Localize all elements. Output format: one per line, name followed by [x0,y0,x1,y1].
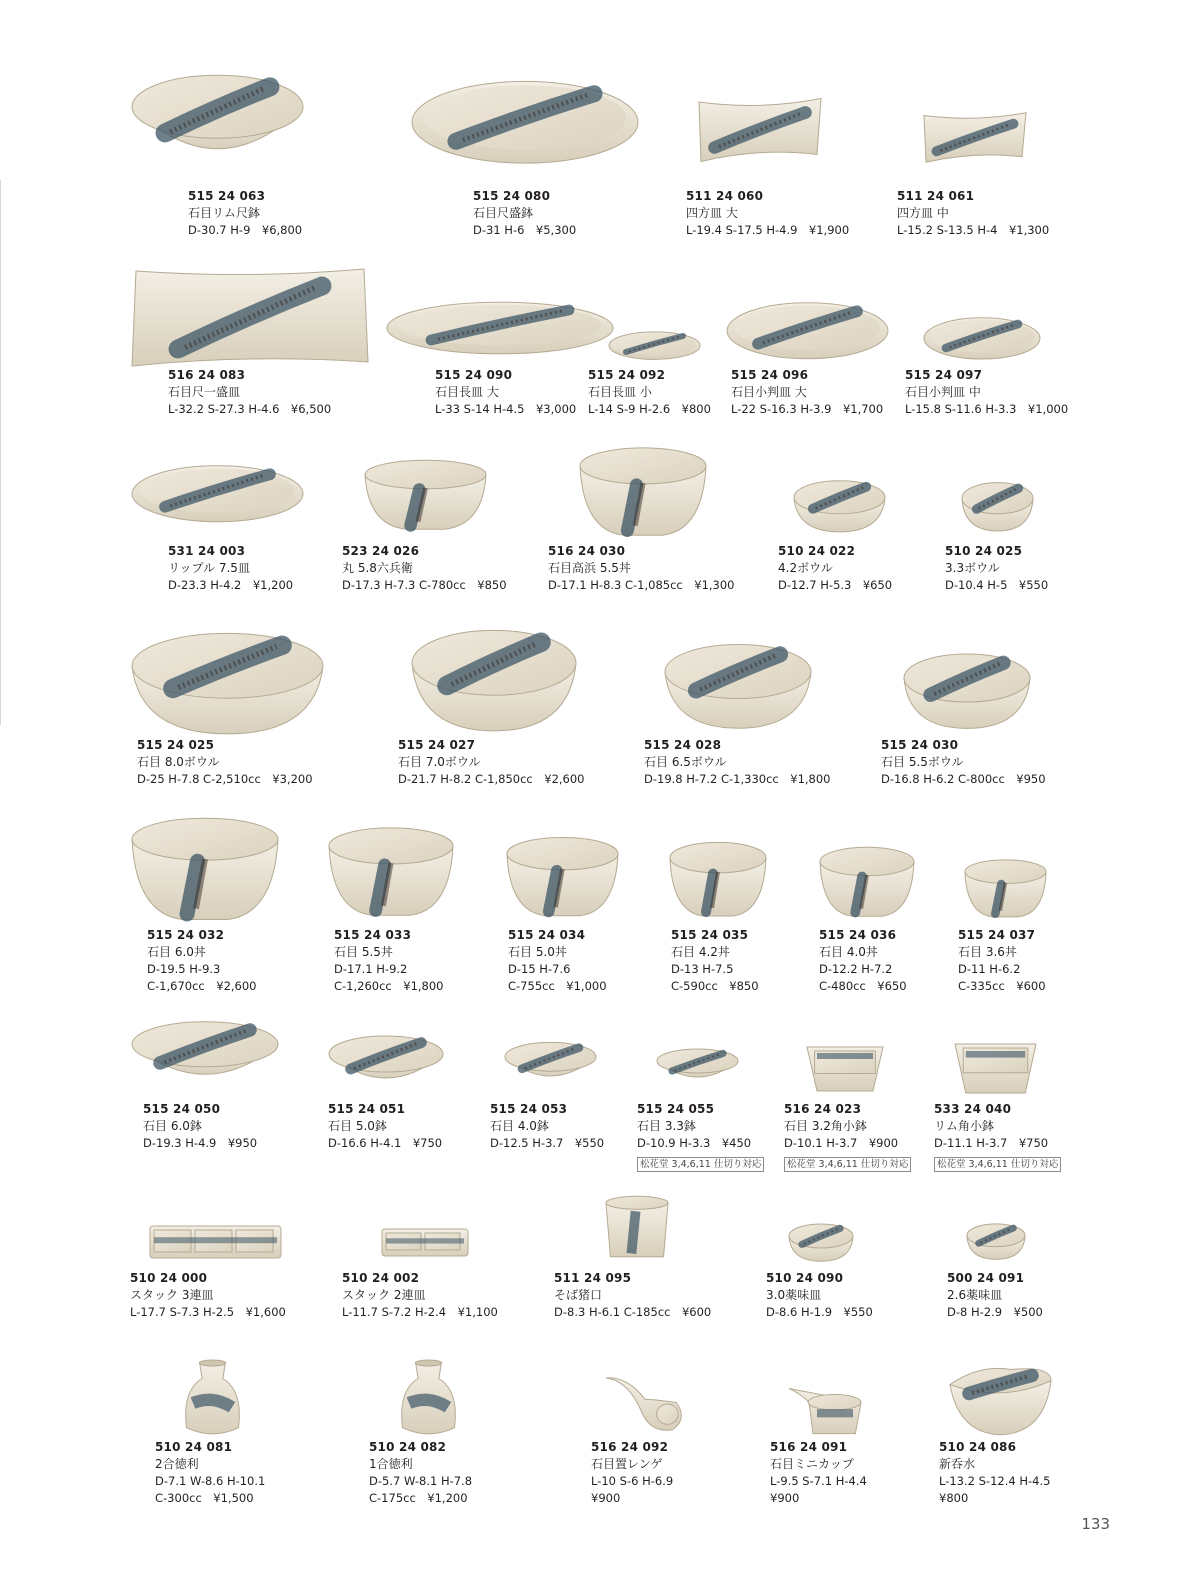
product-code: 515 24 050 [143,1102,221,1116]
product-code: 516 24 091 [770,1440,848,1454]
product-image-515-24-027 [410,625,578,733]
product-code: 515 24 027 [398,738,476,752]
product-caption-510-24-086 [939,1439,1050,1507]
product-image-515-24-025 [130,628,325,736]
product-caption-510-24-025 [945,543,1048,594]
product-caption-515-24-080 [473,188,576,239]
product-image-516-24-092 [600,1372,690,1440]
product-code: 515 24 063 [188,189,266,203]
product-caption-515-24-032 [147,927,257,995]
product-code: 511 24 095 [554,1271,632,1285]
product-caption-515-24-050 [143,1101,257,1152]
product-code: 515 24 033 [334,928,412,942]
product-caption-516-24-083 [168,367,331,418]
product-image-516-24-083 [130,265,370,370]
product-code: 515 24 028 [644,738,722,752]
product-name: 石目尺盛鉢 [473,206,534,220]
product-spec: D-30.7 H-9 ¥6,800 [188,223,303,237]
product-name: 石目 6.0鉢 [143,1119,202,1133]
product-image-510-24-082 [396,1358,461,1440]
product-spec: L-22 S-16.3 H-3.9 ¥1,700 [731,402,884,416]
product-image-510-24-081 [180,1358,245,1440]
product-image-511-24-095 [602,1195,672,1260]
product-name: 石目 5.0丼 [508,945,567,959]
product-name: スタック 2連皿 [342,1288,426,1302]
product-spec-line2: C-300cc ¥1,500 [155,1491,254,1505]
product-spec: D-19.5 H-9.3 [147,962,221,976]
product-caption-510-24-000 [130,1270,286,1321]
product-spec-line2: C-1,260cc ¥1,800 [334,979,444,993]
product-name: 石目尺一盛皿 [168,385,241,399]
product-code: 510 24 090 [766,1271,844,1285]
product-spec-line2: C-175cc ¥1,200 [369,1491,468,1505]
product-spec: D-12.5 H-3.7 ¥550 [490,1136,605,1150]
product-caption-515-24-034 [508,927,607,995]
product-spec: D-8 H-2.9 ¥500 [947,1305,1043,1319]
product-image-515-24-090 [385,295,615,355]
product-name: 石目 3.2角小鉢 [784,1119,867,1133]
product-caption-510-24-002 [342,1270,498,1321]
product-name: 石目 5.5丼 [334,945,393,959]
product-image-515-24-097 [922,312,1042,360]
product-image-511-24-060 [695,95,825,165]
product-spec: D-5.7 W-8.1 H-7.8 [369,1474,473,1488]
product-spec: D-25 H-7.8 C-2,510cc ¥3,200 [137,772,313,786]
product-image-515-24-035 [668,840,768,920]
product-caption-515-24-027 [398,737,585,788]
product-image-510-24-025 [960,480,1035,532]
product-caption-511-24-061 [897,188,1049,239]
product-spec-line2: C-590cc ¥850 [671,979,759,993]
product-spec-line2: C-335cc ¥600 [958,979,1046,993]
product-caption-516-24-091 [770,1439,867,1507]
product-code: 515 24 036 [819,928,897,942]
product-spec: D-15 H-7.6 [508,962,571,976]
product-name: 2.6薬味皿 [947,1288,1003,1302]
product-spec: D-23.3 H-4.2 ¥1,200 [168,578,294,592]
product-name: 2合徳利 [155,1457,199,1471]
product-caption-510-24-022 [778,543,892,594]
product-image-515-24-055 [655,1047,740,1087]
product-code: 516 24 092 [591,1440,669,1454]
product-code: 515 24 090 [435,368,513,382]
product-caption-516-24-092 [591,1439,673,1507]
product-code: 511 24 060 [686,189,764,203]
product-spec: D-12.2 H-7.2 [819,962,893,976]
product-code: 510 24 025 [945,544,1023,558]
product-code: 533 24 040 [934,1102,1012,1116]
product-name: 石目 3.6丼 [958,945,1017,959]
product-image-515-24-037 [963,858,1048,920]
product-spec: D-17.1 H-9.2 [334,962,408,976]
product-code: 515 24 035 [671,928,749,942]
product-image-515-24-053 [503,1040,598,1088]
product-spec: D-16.6 H-4.1 ¥750 [328,1136,443,1150]
product-code: 523 24 026 [342,544,420,558]
product-spec: D-7.1 W-8.6 H-10.1 [155,1474,266,1488]
shokado-partition-note: 松花堂 3,4,6,11 仕切り対応 [637,1157,764,1172]
product-name: 石目置レンゲ [591,1457,663,1471]
product-image-515-24-030 [902,650,1032,730]
product-name: 四方皿 大 [686,206,738,220]
product-spec: L-9.5 S-7.1 H-4.4 [770,1474,867,1488]
product-caption-515-24-025 [137,737,313,788]
product-caption-515-24-033 [334,927,444,995]
product-image-510-24-002 [380,1225,470,1260]
product-code: 500 24 091 [947,1271,1025,1285]
product-image-515-24-063 [130,70,305,175]
product-name: 4.2ボウル [778,561,833,575]
product-code: 510 24 082 [369,1440,447,1454]
product-image-515-24-033 [327,825,455,920]
product-name: 石目高浜 5.5丼 [548,561,631,575]
page-number: 133 [1081,1515,1110,1533]
product-name: 石目リム尺鉢 [188,206,261,220]
product-name: 石目ミニカップ [770,1457,854,1471]
product-spec: D-21.7 H-8.2 C-1,850cc ¥2,600 [398,772,585,786]
product-image-510-24-022 [792,478,887,533]
product-caption-533-24-040 [934,1101,1048,1152]
product-name: 石目 5.0鉢 [328,1119,387,1133]
product-spec: L-17.7 S-7.3 H-2.5 ¥1,600 [130,1305,286,1319]
product-code: 515 24 055 [637,1102,715,1116]
product-image-533-24-040 [953,1040,1038,1095]
shokado-partition-note: 松花堂 3,4,6,11 仕切り対応 [784,1157,911,1172]
product-name: 石目小判皿 中 [905,385,981,399]
product-spec: D-19.3 H-4.9 ¥950 [143,1136,258,1150]
product-spec: D-19.8 H-7.2 C-1,330cc ¥1,800 [644,772,831,786]
product-image-510-24-090 [787,1222,855,1262]
product-code: 515 24 034 [508,928,586,942]
product-name: 新呑水 [939,1457,976,1471]
product-name: 石目長皿 大 [435,385,499,399]
product-code: 511 24 061 [897,189,975,203]
product-image-510-24-000 [148,1222,283,1262]
product-code: 510 24 022 [778,544,856,558]
product-code: 516 24 030 [548,544,626,558]
product-image-511-24-061 [920,110,1030,165]
product-spec: L-14 S-9 H-2.6 ¥800 [588,402,711,416]
product-caption-510-24-082 [369,1439,472,1507]
product-spec: D-8.3 H-6.1 C-185cc ¥600 [554,1305,712,1319]
product-image-515-24-092 [607,328,702,360]
product-image-515-24-034 [505,835,620,920]
product-spec: L-15.8 S-11.6 H-3.3 ¥1,000 [905,402,1069,416]
page-edge-line [0,180,1,725]
product-image-516-24-091 [785,1383,865,1438]
product-code: 510 24 002 [342,1271,420,1285]
product-caption-510-24-081 [155,1439,265,1507]
product-image-515-24-051 [327,1033,445,1093]
product-code: 515 24 092 [588,368,666,382]
product-spec: L-19.4 S-17.5 H-4.9 ¥1,900 [686,223,850,237]
product-caption-515-24-096 [731,367,883,418]
product-caption-511-24-095 [554,1270,711,1321]
product-name: 石目 3.3鉢 [637,1119,696,1133]
shokado-partition-note: 松花堂 3,4,6,11 仕切り対応 [934,1157,1061,1172]
product-spec: D-17.3 H-7.3 C-780cc ¥850 [342,578,507,592]
product-image-531-24-003 [130,458,305,523]
product-caption-515-24-028 [644,737,831,788]
product-caption-511-24-060 [686,188,849,239]
product-name: 石目 5.5ボウル [881,755,964,769]
product-code: 515 24 053 [490,1102,568,1116]
product-name: 3.3ボウル [945,561,1000,575]
product-image-515-24-096 [725,295,890,360]
product-name: 四方皿 中 [897,206,949,220]
product-code: 515 24 037 [958,928,1036,942]
product-caption-515-24-097 [905,367,1068,418]
product-spec: D-16.8 H-6.2 C-800cc ¥950 [881,772,1046,786]
product-code: 531 24 003 [168,544,246,558]
product-name: 丸 5.8六兵衛 [342,561,413,575]
product-caption-515-24-055 [637,1101,751,1152]
product-image-516-24-023 [805,1043,885,1093]
product-code: 515 24 051 [328,1102,406,1116]
product-name: スタック 3連皿 [130,1288,214,1302]
product-name: リップル 7.5皿 [168,561,250,575]
product-spec: D-11 H-6.2 [958,962,1021,976]
product-caption-515-24-037 [958,927,1046,995]
product-name: 3.0薬味皿 [766,1288,822,1302]
product-image-515-24-032 [130,815,280,925]
product-code: 510 24 086 [939,1440,1017,1454]
product-name: 石目 4.0丼 [819,945,878,959]
product-caption-523-24-026 [342,543,507,594]
product-spec: D-17.1 H-8.3 C-1,085cc ¥1,300 [548,578,735,592]
product-caption-531-24-003 [168,543,293,594]
product-spec-line2: ¥900 [591,1491,621,1505]
product-name: 石目 7.0ボウル [398,755,481,769]
product-name: 石目 4.0鉢 [490,1119,549,1133]
product-name: 石目 6.0丼 [147,945,206,959]
product-code: 515 24 097 [905,368,983,382]
product-spec-line2: C-480cc ¥650 [819,979,907,993]
product-caption-515-24-030 [881,737,1046,788]
product-spec-line2: C-755cc ¥1,000 [508,979,607,993]
product-caption-516-24-023 [784,1101,898,1152]
product-code: 515 24 025 [137,738,215,752]
product-spec: D-12.7 H-5.3 ¥650 [778,578,893,592]
product-caption-515-24-090 [435,367,576,418]
product-code: 515 24 080 [473,189,551,203]
product-image-515-24-028 [663,640,813,730]
product-caption-515-24-063 [188,188,302,239]
product-spec: D-31 H-6 ¥5,300 [473,223,577,237]
product-spec-line2: ¥800 [939,1491,969,1505]
product-image-515-24-080 [410,70,640,165]
product-name: 1合徳利 [369,1457,413,1471]
product-caption-510-24-090 [766,1270,873,1321]
product-image-516-24-030 [578,445,708,540]
product-code: 516 24 083 [168,368,246,382]
product-spec: L-10 S-6 H-6.9 [591,1474,674,1488]
product-image-515-24-050 [130,1018,280,1093]
product-spec: L-11.7 S-7.2 H-2.4 ¥1,100 [342,1305,498,1319]
product-image-515-24-036 [818,845,916,920]
product-caption-515-24-036 [819,927,907,995]
product-spec: D-10.9 H-3.3 ¥450 [637,1136,752,1150]
product-code: 515 24 096 [731,368,809,382]
product-spec: D-8.6 H-1.9 ¥550 [766,1305,873,1319]
product-code: 515 24 032 [147,928,225,942]
product-name: そば猪口 [554,1288,603,1302]
product-spec: L-33 S-14 H-4.5 ¥3,000 [435,402,577,416]
product-code: 510 24 000 [130,1271,208,1285]
product-code: 510 24 081 [155,1440,233,1454]
product-spec: L-15.2 S-13.5 H-4 ¥1,300 [897,223,1050,237]
product-caption-515-24-092 [588,367,711,418]
product-spec-line2: ¥900 [770,1491,800,1505]
product-name: 石目 8.0ボウル [137,755,220,769]
product-image-510-24-086 [948,1362,1053,1437]
product-code: 515 24 030 [881,738,959,752]
product-spec: L-13.2 S-12.4 H-4.5 [939,1474,1051,1488]
product-spec-line2: C-1,670cc ¥2,600 [147,979,257,993]
product-name: 石目 6.5ボウル [644,755,727,769]
product-caption-515-24-053 [490,1101,604,1152]
product-spec: D-10.1 H-3.7 ¥900 [784,1136,899,1150]
product-spec: L-32.2 S-27.3 H-4.6 ¥6,500 [168,402,332,416]
product-code: 516 24 023 [784,1102,862,1116]
product-image-523-24-026 [363,458,488,533]
product-spec: D-10.4 H-5 ¥550 [945,578,1049,592]
product-caption-515-24-035 [671,927,759,995]
product-image-500-24-091 [965,1222,1027,1260]
product-caption-500-24-091 [947,1270,1043,1321]
product-caption-515-24-051 [328,1101,442,1152]
product-spec: D-11.1 H-3.7 ¥750 [934,1136,1049,1150]
product-caption-516-24-030 [548,543,735,594]
product-name: リム角小鉢 [934,1119,995,1133]
product-name: 石目長皿 小 [588,385,652,399]
product-spec: D-13 H-7.5 [671,962,734,976]
product-name: 石目 4.2丼 [671,945,730,959]
product-name: 石目小判皿 大 [731,385,807,399]
